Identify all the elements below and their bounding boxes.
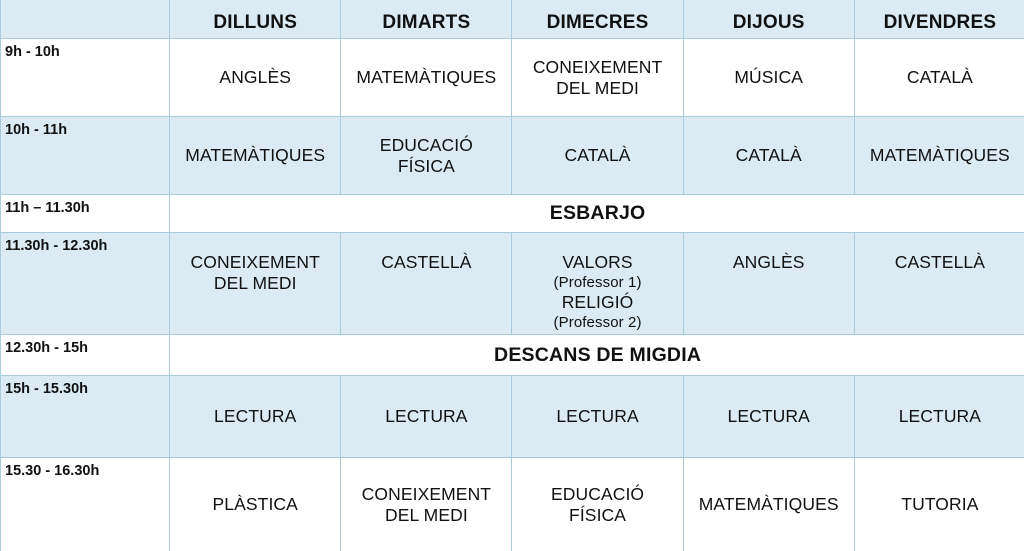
subject-text: DEL MEDI [556, 77, 639, 98]
time-slot-label: 10h - 11h [1, 117, 170, 195]
subject-cell [170, 233, 341, 335]
time-slot-label: 15h - 15.30h [1, 376, 170, 458]
subject-cell [854, 117, 1024, 195]
subject-text: CONEIXEMENT [532, 56, 663, 77]
teacher-note: (Professor 2) [553, 314, 642, 331]
subject-text: LECTURA [385, 406, 468, 426]
subject-text: EDUCACIÓ [379, 134, 473, 155]
subject-text: EDUCACIÓ [550, 483, 645, 504]
subject-cell [170, 39, 341, 117]
subject-cell [170, 376, 341, 458]
subject-cell [341, 117, 512, 195]
time-slot-label: 11h – 11.30h [1, 195, 170, 233]
break-label: ESBARJO [170, 195, 1024, 233]
subject-text: LECTURA [898, 406, 982, 426]
subject-cell [683, 458, 854, 551]
subject-text: MATEMÀTIQUES [185, 145, 326, 165]
subject-cell [341, 376, 512, 458]
subject-cell [683, 39, 854, 117]
time-slot-label: 12.30h - 15h [1, 335, 170, 376]
break-row [1, 335, 1024, 376]
subject-text: ANGLÈS [732, 252, 805, 272]
subject-cell [683, 376, 854, 458]
time-slot-row [1, 117, 1024, 195]
subject-text: CATALÀ [564, 145, 631, 165]
subject-cell [512, 458, 683, 551]
day-header: DIVENDRES [854, 0, 1024, 39]
time-slot-row [1, 376, 1024, 458]
subject-cell [512, 233, 683, 335]
day-header: DIMARTS [341, 0, 512, 39]
subject-text: ANGLÈS [219, 67, 292, 87]
subject-text: CONEIXEMENT [361, 483, 492, 504]
subject-cell [512, 376, 683, 458]
day-header: DIJOUS [683, 0, 854, 39]
subject-cell [341, 458, 512, 551]
subject-text: DEL MEDI [384, 504, 468, 525]
subject-text: FÍSICA [569, 504, 627, 525]
teacher-note: (Professor 1) [553, 274, 642, 291]
subject-cell [341, 233, 512, 335]
break-row [1, 195, 1024, 233]
header-corner [1, 0, 170, 39]
subject-cell [683, 233, 854, 335]
subject-text: RELIGIÓ [561, 292, 634, 312]
subject-text: MATEMÀTIQUES [698, 494, 839, 514]
subject-cell [683, 117, 854, 195]
header-row [1, 0, 1024, 39]
subject-cell [854, 233, 1024, 335]
subject-text: FÍSICA [397, 155, 455, 176]
subject-cell [170, 117, 341, 195]
subject-text: LECTURA [556, 406, 639, 426]
subject-text: VALORS [562, 252, 633, 272]
subject-text: DEL MEDI [213, 273, 297, 293]
subject-text: MATEMÀTIQUES [869, 145, 1010, 165]
subject-cell [512, 39, 683, 117]
subject-text: CASTELLÀ [894, 252, 986, 272]
break-label: DESCANS DE MIGDIA [170, 335, 1024, 376]
time-slot-row [1, 458, 1024, 551]
time-slot-label: 11.30h - 12.30h [1, 233, 170, 335]
subject-text: PLÀSTICA [212, 494, 298, 514]
time-slot-row [1, 233, 1024, 335]
subject-text: TUTORIA [901, 494, 979, 514]
subject-text: CATALÀ [735, 145, 802, 165]
subject-cell [341, 39, 512, 117]
subject-cell [170, 458, 341, 551]
subject-cell [854, 458, 1024, 551]
subject-text: LECTURA [214, 406, 297, 426]
subject-cell [512, 117, 683, 195]
day-header: DILLUNS [170, 0, 341, 39]
time-slot-row [1, 39, 1024, 117]
subject-text: CONEIXEMENT [190, 252, 320, 272]
subject-text: LECTURA [727, 406, 810, 426]
subject-text: CASTELLÀ [381, 252, 472, 272]
day-header: DIMECRES [512, 0, 683, 39]
time-slot-label: 15.30 - 16.30h [1, 458, 170, 551]
subject-text: MÚSICA [734, 67, 804, 87]
time-slot-label: 9h - 10h [1, 39, 170, 117]
subject-text: MATEMÀTIQUES [356, 67, 497, 87]
subject-cell [854, 376, 1024, 458]
subject-cell [854, 39, 1024, 117]
subject-text: CATALÀ [906, 67, 973, 87]
